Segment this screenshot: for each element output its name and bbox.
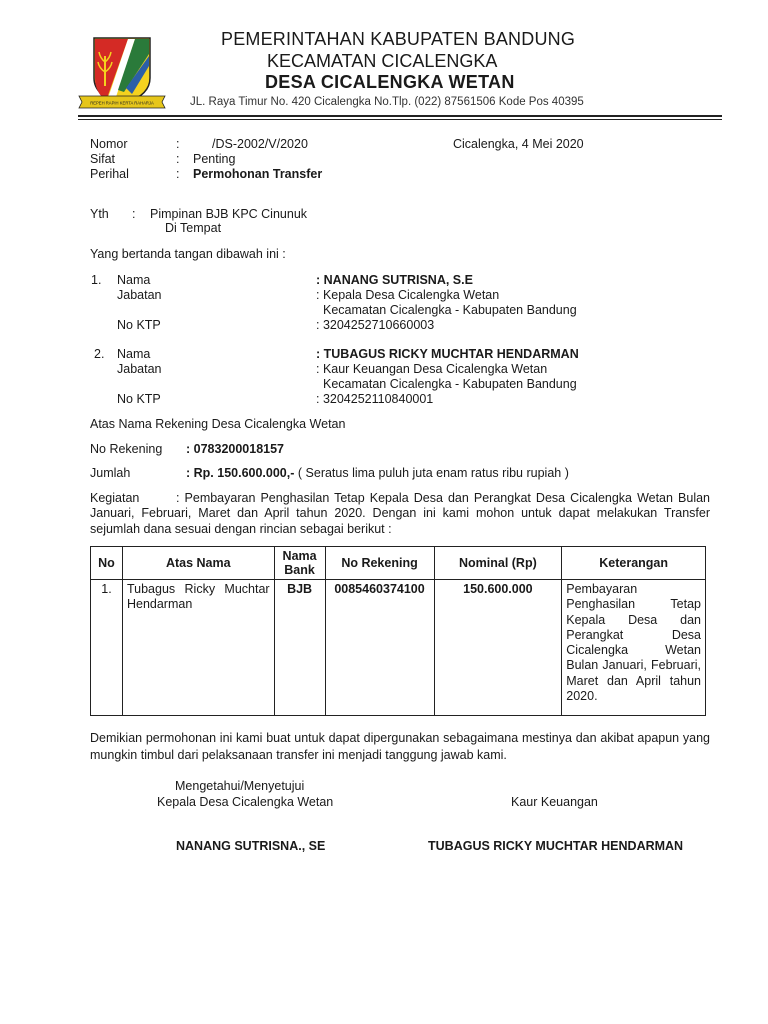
cell-keterangan: Pembayaran Penghasilan Tetap Kepala Desa dan Perangkat Desa Cicalengka Wetan Bulan Januari, Februari, Maret dan April tahun 2020. bbox=[562, 580, 706, 716]
kegiatan-label: Kegiatan bbox=[90, 491, 140, 505]
signer1-nama-value: : NANANG SUTRISNA, S.E bbox=[316, 273, 473, 287]
table-header-row bbox=[91, 547, 706, 580]
th-keterangan: Keterangan bbox=[562, 547, 706, 580]
cell-nominal: 150.600.000 bbox=[434, 580, 562, 716]
signer2-jabatan-line1: : Kaur Keuangan Desa Cicalengka Wetan bbox=[316, 362, 548, 376]
rekening-label: No Rekening bbox=[90, 442, 163, 456]
signer1-nama-label: Nama bbox=[117, 273, 151, 287]
signer2-num: 2. bbox=[94, 347, 105, 361]
cell-rekening: 0085460374100 bbox=[325, 580, 434, 716]
recipient-colon: : bbox=[132, 207, 136, 221]
cell-atas-nama: Tubagus Ricky Muchtar Hendarman bbox=[122, 580, 274, 716]
sign-left-name: NANANG SUTRISNA., SE bbox=[176, 839, 326, 853]
th-nominal: Nominal (Rp) bbox=[434, 547, 562, 580]
transfer-table bbox=[90, 546, 706, 716]
sign-left-line1: Mengetahui/Menyetujui bbox=[175, 779, 305, 793]
header-government: PEMERINTAHAN KABUPATEN BANDUNG bbox=[221, 29, 576, 49]
signer1-ktp-value: : 3204252710660003 bbox=[316, 318, 435, 332]
signer1-jabatan-line2: Kecamatan Cicalengka - Kabupaten Bandung bbox=[323, 303, 577, 317]
perihal-label: Perihal bbox=[90, 167, 129, 181]
letterhead-rule-thin bbox=[78, 119, 722, 120]
th-atas-nama: Atas Nama bbox=[122, 547, 274, 580]
signer2-jabatan-label: Jabatan bbox=[117, 362, 162, 376]
header-village: DESA CICALENGKA WETAN bbox=[265, 72, 515, 92]
jumlah-label: Jumlah bbox=[90, 466, 131, 480]
perihal-colon: : bbox=[176, 167, 180, 181]
header-address: JL. Raya Timur No. 420 Cicalengka No.Tlp. (022) 87561506 Kode Pos 40395 bbox=[190, 96, 584, 108]
signer2-ktp-label: No KTP bbox=[117, 392, 161, 406]
closing-paragraph: Demikian permohonan ini kami buat untuk dapat dipergunakan sebagaimana mestinya dan akibat apapun yang mungkin timbul dari pelaksanaan transfer ini menjadi tanggung jawab kami. bbox=[90, 731, 710, 762]
rekening-value: : 0783200018157 bbox=[186, 442, 285, 456]
sign-left-line2: Kepala Desa Cicalengka Wetan bbox=[157, 795, 334, 809]
th-rekening: No Rekening bbox=[325, 547, 434, 580]
jumlah-value: : Rp. 150.600.000,- bbox=[186, 466, 295, 480]
village-logo bbox=[78, 32, 166, 110]
recipient-line1: Pimpinan BJB KPC Cinunuk bbox=[150, 207, 308, 221]
nomor-colon: : bbox=[176, 137, 180, 151]
signer2-jabatan-line2: Kecamatan Cicalengka - Kabupaten Bandung bbox=[323, 377, 577, 391]
jumlah-row bbox=[186, 466, 569, 480]
logo-ribbon-text: REPEH RAPIH KERTA RAHARJA bbox=[90, 100, 154, 106]
sifat-value: Penting bbox=[193, 152, 236, 166]
sifat-colon: : bbox=[176, 152, 180, 166]
kegiatan-paragraph bbox=[90, 491, 710, 537]
signer1-jabatan-label: Jabatan bbox=[117, 288, 162, 302]
nomor-label: Nomor bbox=[90, 137, 128, 151]
sign-right-name: TUBAGUS RICKY MUCHTAR HENDARMAN bbox=[428, 839, 684, 853]
place-date: Cicalengka, 4 Mei 2020 bbox=[453, 137, 584, 151]
nomor-value: /DS-2002/V/2020 bbox=[212, 137, 308, 151]
signer1-ktp-label: No KTP bbox=[117, 318, 161, 332]
th-bank: Nama Bank bbox=[274, 547, 325, 580]
signer2-nama-value: : TUBAGUS RICKY MUCHTAR HENDARMAN bbox=[316, 347, 579, 361]
account-name: Atas Nama Rekening Desa Cicalengka Wetan bbox=[90, 417, 346, 431]
recipient-label: Yth bbox=[90, 207, 109, 221]
cell-no: 1. bbox=[91, 580, 123, 716]
letterhead-rule-thick bbox=[78, 115, 722, 117]
recipient-line2: Di Tempat bbox=[165, 221, 222, 235]
header-district: KECAMATAN CICALENGKA bbox=[267, 51, 498, 71]
th-no: No bbox=[91, 547, 123, 580]
signer1-num: 1. bbox=[91, 273, 102, 287]
sifat-label: Sifat bbox=[90, 152, 116, 166]
perihal-value: Permohonan Transfer bbox=[193, 167, 323, 181]
cell-bank: BJB bbox=[274, 580, 325, 716]
signer2-nama-label: Nama bbox=[117, 347, 151, 361]
table-row bbox=[91, 580, 706, 716]
kegiatan-text: : Pembayaran Penghasilan Tetap Kepala Desa dan Perangkat Desa Cicalengka Wetan Bulan Januari, Februari, Maret dan April tahun 2020. Dengan ini kami mohon untuk dapat melakukan Transfer sejumlah dana sesuai dengan rincian sebagai berikut : bbox=[90, 491, 710, 536]
sign-right-line1: Kaur Keuangan bbox=[511, 795, 598, 809]
jumlah-words: ( Seratus lima puluh juta enam ratus ribu rupiah ) bbox=[297, 466, 569, 480]
intro-text: Yang bertanda tangan dibawah ini : bbox=[90, 247, 286, 261]
signer1-jabatan-line1: : Kepala Desa Cicalengka Wetan bbox=[316, 288, 500, 302]
signer2-ktp-value: : 3204252110840001 bbox=[316, 392, 434, 406]
